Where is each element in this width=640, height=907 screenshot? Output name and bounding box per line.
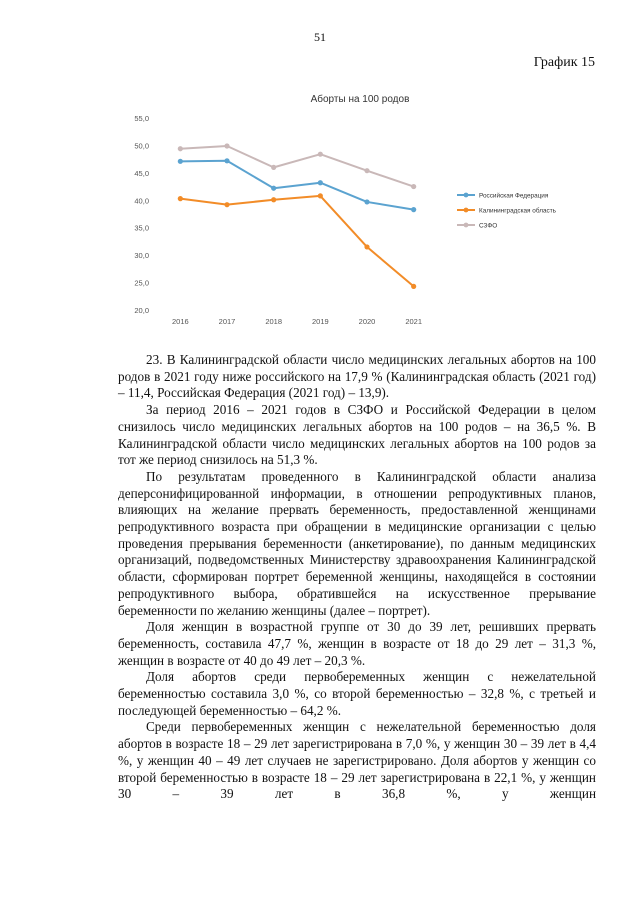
data-point <box>364 244 369 249</box>
paragraph-4: Доля женщин в возрастной группе от 30 до 39 лет, решивших прервать беременность, составила 47,7 %, женщин в возрасте от 18 до 29 лет – 31,3 %, женщин в возрасте от 40 до 49 лет – 20,3 %. <box>118 619 596 668</box>
data-point <box>411 184 416 189</box>
y-tick-label: 55,0 <box>134 114 149 123</box>
series-2 <box>178 193 417 289</box>
y-tick-label: 35,0 <box>134 223 149 233</box>
series-1 <box>178 158 417 212</box>
legend-label: Российская Федерация <box>479 192 549 200</box>
paragraph-3: По результатам проведенного в Калининградской области анализа деперсонифицированной информации, в отношении репродуктивных планов, влияющих на желание прервать беременность, предоставленной женщинами репродуктивного возраста при обращении в медицинские организации с целью проведения прерывания беременности (анкетирование), по данным медицинских организаций, подведомственных Министерству здравоохранения Калининградской области, сформирован портрет беременной женщины, находящейся в состоянии репродуктивного выбора, обратившейся на искусственное прерывание беременности по желанию женщины (далее – портрет). <box>118 468 596 618</box>
data-point <box>178 159 183 164</box>
y-axis <box>134 114 149 315</box>
x-tick-label: 2019 <box>311 317 329 326</box>
chart-title: Аборты на 100 родов <box>310 94 410 105</box>
x-tick-label: 2020 <box>358 317 376 326</box>
data-point <box>224 202 229 207</box>
legend <box>457 192 557 230</box>
body-text <box>118 352 596 803</box>
x-tick-label: 2018 <box>265 317 283 326</box>
y-tick-label: 25,0 <box>134 278 149 288</box>
data-point <box>411 284 416 289</box>
data-point <box>271 165 276 170</box>
y-tick-label: 50,0 <box>134 141 149 151</box>
x-tick-label: 2017 <box>218 317 236 326</box>
data-point <box>178 146 183 151</box>
legend-label: Калининградская область <box>479 207 556 215</box>
data-point <box>178 196 183 201</box>
y-tick-label: 30,0 <box>134 251 149 261</box>
data-point <box>364 199 369 204</box>
x-tick-label: 2021 <box>405 317 423 326</box>
data-point <box>318 193 323 198</box>
y-tick-label: 20,0 <box>134 306 149 315</box>
y-tick-label: 40,0 <box>134 196 149 206</box>
paragraph-5: Доля абортов среди первобеременных женщин с нежелательной беременностью составила 3,0 %, со второй беременностью – 32,8 %, с третьей и последующей беременностью – 64,2 %. <box>118 669 596 718</box>
data-point <box>411 207 416 212</box>
paragraph-6: Среди первобеременных женщин с нежелательной беременностью доля абортов в возрасте 18 – 29 лет зарегистрирована в 7,0 %, у женщин 30 – 39 лет в 4,4 %, у женщин 40 – 49 лет случаев не зарегистрировано. Доля абортов у женщин со второй беременностью в возрасте 18 – 29 лет зарегистрирована в 22,1 %, у женщин 30 – 39 лет в 36,8 %, у женщин <box>118 719 596 802</box>
y-tick-label: 45,0 <box>134 168 149 178</box>
series-3 <box>178 143 417 189</box>
graph-label: График 15 <box>533 55 595 70</box>
data-point <box>224 158 229 163</box>
series-line <box>180 196 413 287</box>
x-axis <box>172 317 422 326</box>
series-line <box>180 146 413 187</box>
paragraph-1: 23. В Калининградской области число медицинских легальных абортов на 100 родов в 2021 году ниже российского на 17,9 % (Калининградская область (2021 год) – 11,4, Российская Федерация (2021 год) – 13,9). <box>118 352 596 401</box>
data-point <box>318 152 323 157</box>
legend-label: СЗФО <box>479 222 498 230</box>
data-point <box>271 197 276 202</box>
x-tick-label: 2016 <box>171 317 189 326</box>
abortions-line-chart <box>115 88 556 328</box>
data-point <box>318 180 323 185</box>
legend-item <box>457 207 557 215</box>
data-point <box>271 186 276 191</box>
legend-item <box>457 192 549 200</box>
page-number: 51 <box>314 30 326 44</box>
data-point <box>224 143 229 148</box>
series-layer <box>178 143 417 289</box>
paragraph-2: За период 2016 – 2021 годов в СЗФО и Российской Федерации в целом снизилось число медицинских легальных абортов на 100 родов – на 36,5 %. В Калининградской области число медицинских легальных абортов на 100 родов за тот же период снизилось на 51,3 %. <box>118 402 596 468</box>
legend-item <box>457 223 497 230</box>
data-point <box>364 168 369 173</box>
